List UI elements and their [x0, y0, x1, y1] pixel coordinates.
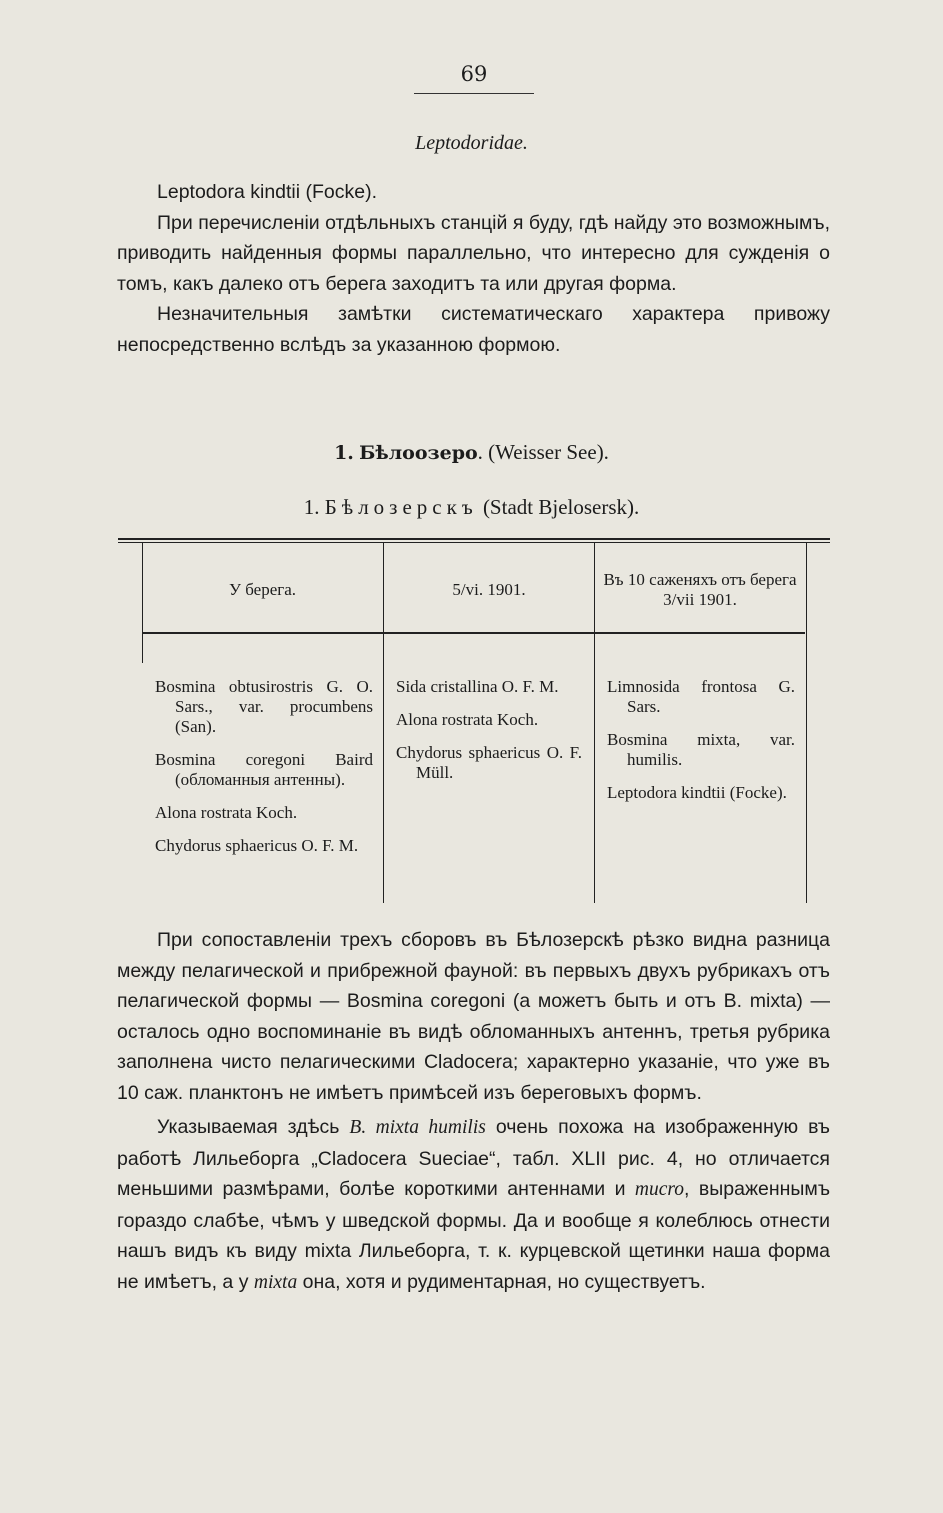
table-cell: Alona rostrata Koch. — [155, 803, 298, 822]
table-header-rule — [143, 632, 805, 634]
discussion-paragraph-2 — [117, 1112, 830, 1298]
table-cell: Sida cristallina O. F. M. — [396, 677, 559, 696]
discussion-text: очень похожа на изображенную въ работѣ Лильеборга „Cladocera Suecіae“, табл. XLII рис. 4, но отличается меньшими размѣрами, болѣе короткими антеннами и — [117, 1116, 830, 1200]
table-top-rule-thin — [118, 542, 830, 543]
intro-paragraph-2: Незначительныя замѣтки систематическаго характера привожу непосредственно вслѣдъ за указанною формою. — [117, 303, 830, 356]
page-number: 69 — [460, 62, 488, 86]
station-heading-number: 1. — [303, 495, 320, 519]
table-header-shore: У берега. — [228, 580, 297, 599]
station-heading-german: (Stadt Bjelosersk). — [482, 495, 640, 519]
mucro-italic: mucro — [634, 1179, 685, 1200]
table-left-rule — [142, 543, 143, 663]
table-cell: Leptodora kindtii (Focke). — [607, 783, 787, 802]
lake-heading-german: . (Weisser See). — [477, 440, 609, 464]
species-name-italic: B. mixta humilis — [349, 1117, 486, 1138]
discussion-paragraph-1: При сопоставленіи трехъ сборовъ въ Бѣлозерскѣ рѣзко видна разница между пелагической и прибрежной фауной: въ первыхъ двухъ рубрикахъ отъ пелагической формы — Bosmina coregoni (а можетъ быть и отъ B. mixta) — осталось одно воспоминаніе въ видѣ обломанныхъ антеннъ, третья рубрика заполнена чисто пелагическими Cladocera; характерно указаніе, что уже въ 10 саж. планктонъ не имѣетъ примѣсей изъ береговыхъ формъ. — [117, 929, 830, 1104]
table-divider-2 — [594, 543, 595, 903]
table-cell: Limnosida frontosa G. Sars. — [607, 677, 795, 716]
table-cell: Chydorus sphaericus O. F. Müll. — [396, 743, 582, 782]
table-cell: Chydorus sphaericus O. F. M. — [155, 836, 359, 855]
table-cell: Bosmina obtusirostris G. O. Sars., var. procumbens (San). — [155, 677, 373, 736]
lake-heading-name: Бѣлоозеро — [359, 442, 478, 464]
discussion-text: , выраженнымъ гораздо слабѣе, чѣмъ у шведской формы. Да и вообще я колеблюсь отнести нашъ видъ къ виду mixta Лильеборга, т. к. курцевской щетинки наша форма не имѣетъ, а у — [117, 1178, 831, 1293]
station-heading — [0, 495, 943, 520]
discussion-text: Указываемая здѣсь — [157, 1116, 340, 1138]
station-heading-name: Бѣлозерскъ — [324, 495, 478, 519]
family-title: Leptodoridae. — [415, 132, 528, 154]
table-cell: Bosmina mixta, var. humilis. — [607, 730, 795, 769]
table-cell: Alona rostrata Koch. — [396, 710, 539, 729]
lake-heading-number: 1. — [334, 442, 354, 464]
page-number-rule — [414, 93, 534, 94]
species-line: Leptodora kindtii (Focke). — [157, 181, 378, 203]
table-column-offshore — [607, 677, 795, 816]
table-column-date — [396, 677, 582, 796]
table-right-rule — [806, 543, 807, 903]
lake-heading — [0, 440, 943, 465]
discussion-block — [117, 925, 830, 1298]
species-name-italic: mixta — [253, 1271, 298, 1293]
intro-block — [117, 177, 830, 360]
discussion-text: она, хотя и рудиментарная, но существуетъ. — [302, 1270, 706, 1293]
table-divider-1 — [383, 543, 384, 903]
intro-paragraph-1: При перечисленіи отдѣльныхъ станцій я буду, гдѣ найду это возможнымъ, приводить найденныя формы параллельно, что интересно для сужденія о томъ, какъ далеко отъ берега заходитъ та или другая форма. — [117, 211, 830, 295]
table-top-rule — [118, 538, 830, 540]
table-cell: Bosmina coregoni Baird (обломанныя антенны). — [155, 750, 373, 789]
table-header-offshore: Въ 10 саженяхъ отъ берега 3/vii 1901. — [603, 570, 797, 609]
table-header-date: 5/vi. 1901. — [452, 580, 526, 599]
table-column-shore — [155, 677, 373, 869]
